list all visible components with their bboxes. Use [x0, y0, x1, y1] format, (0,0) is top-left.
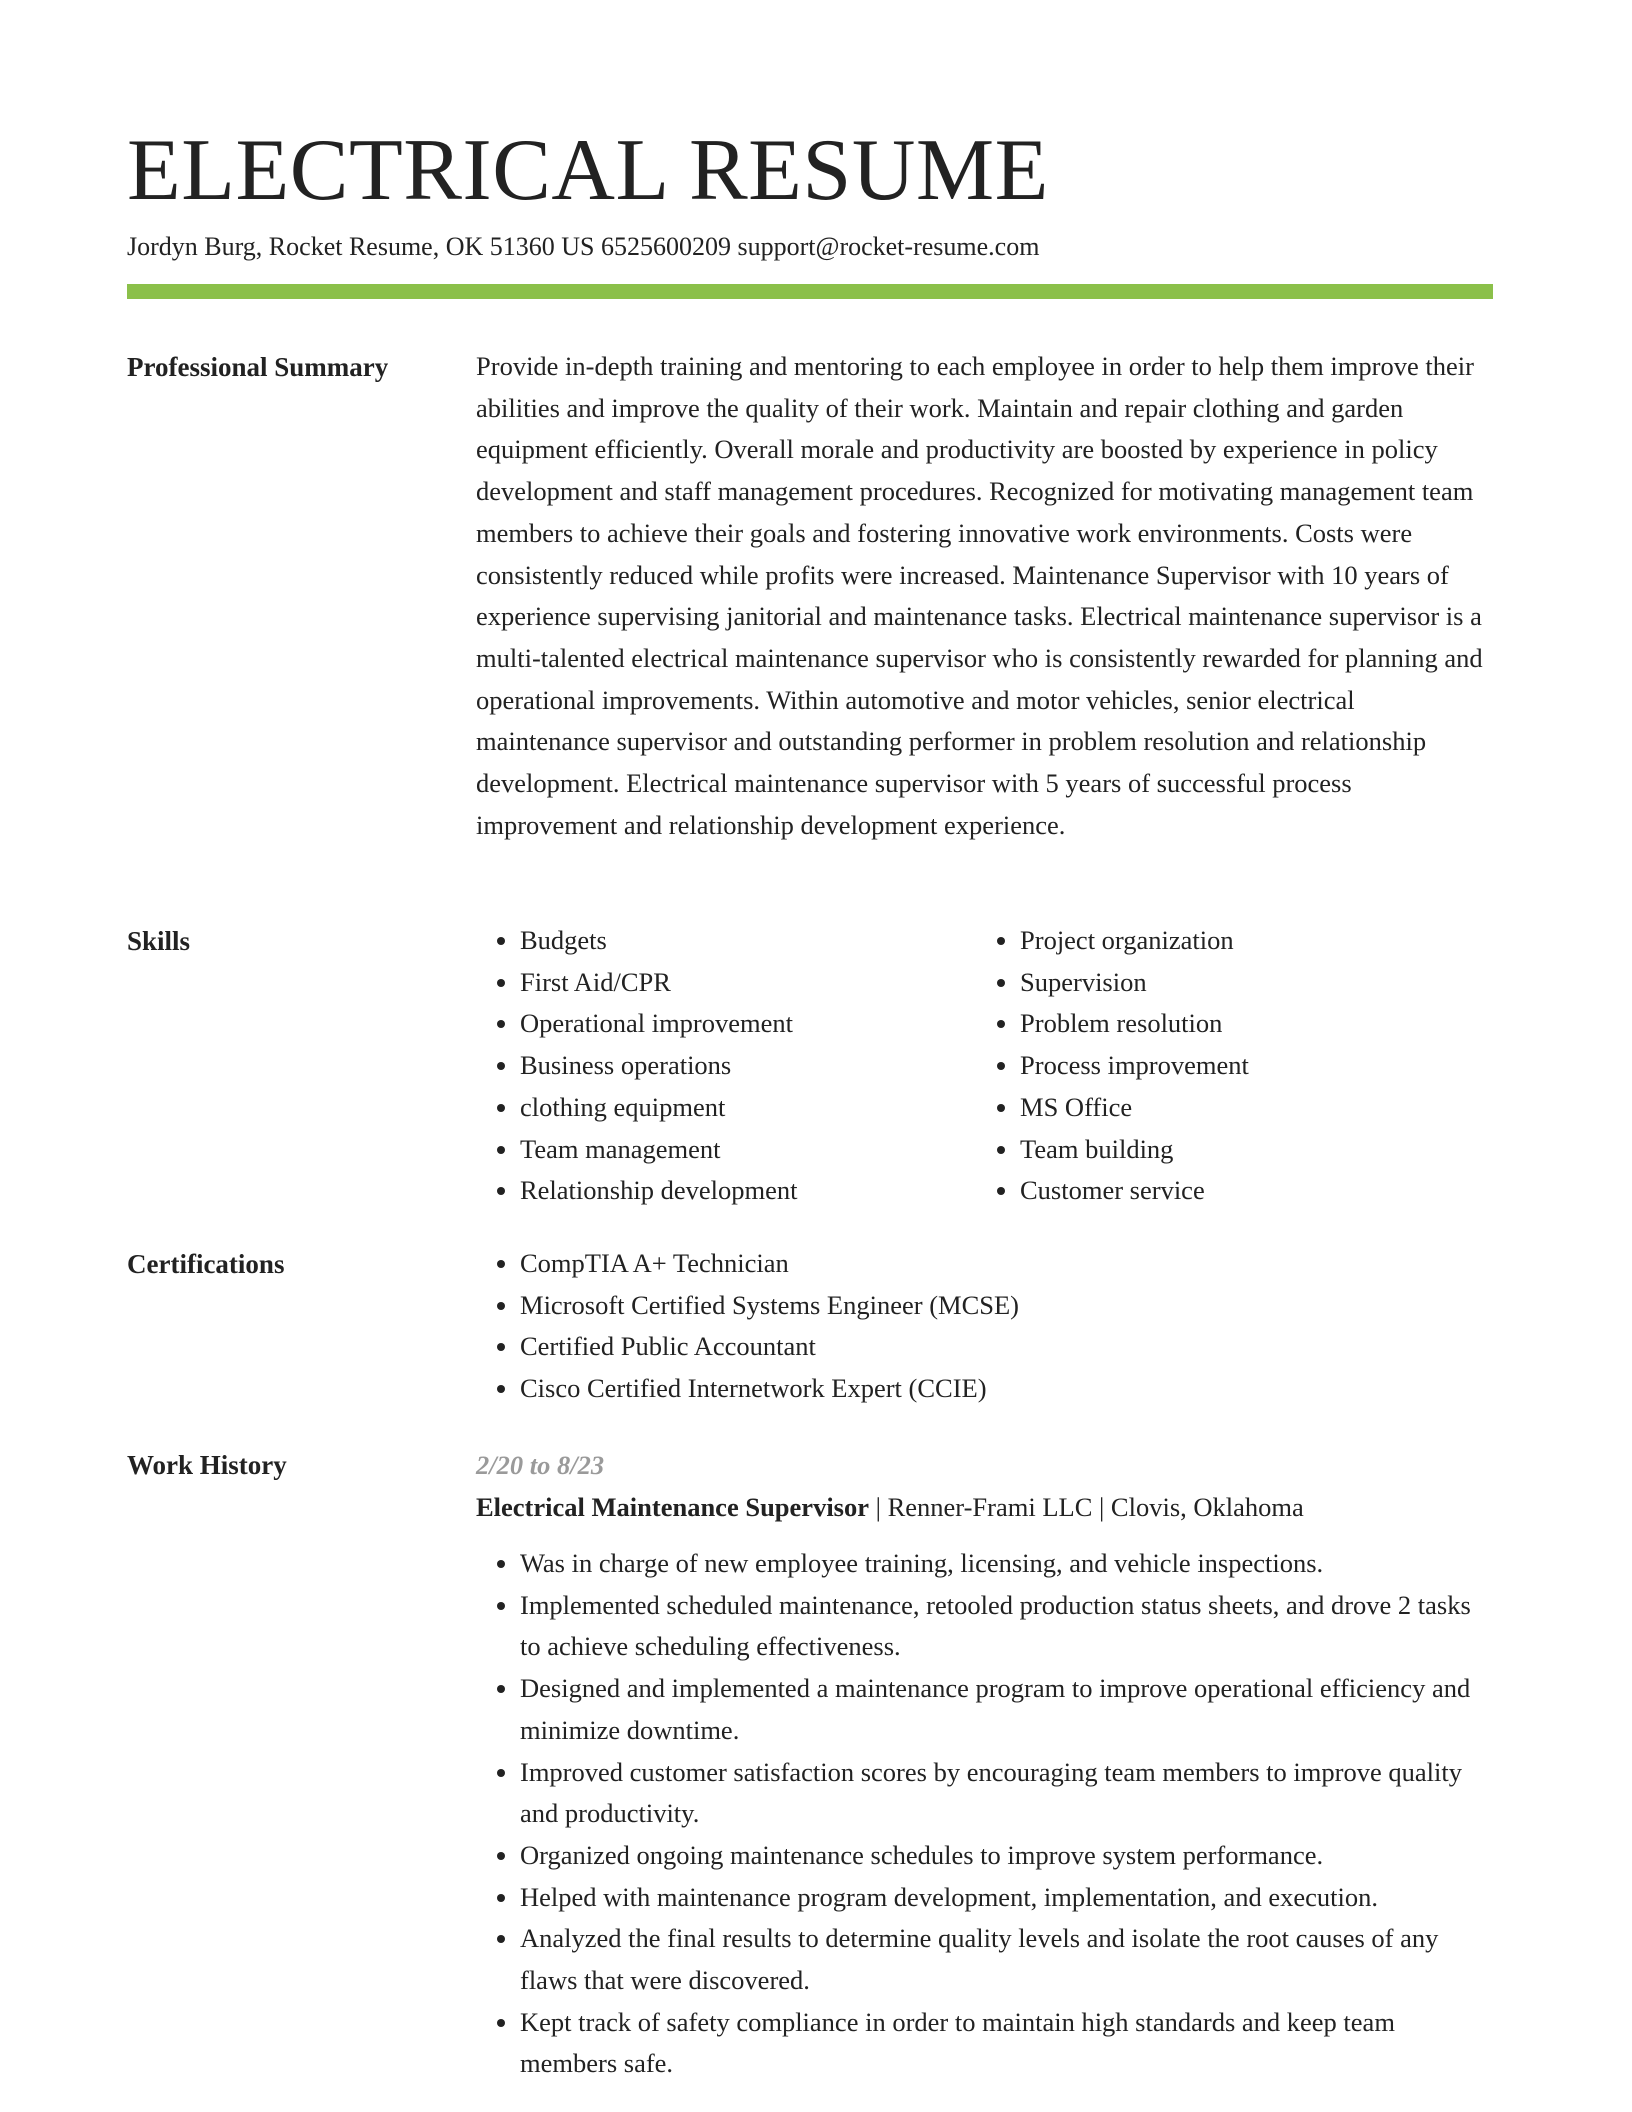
skill-item: • First Aid/CPR	[520, 962, 976, 1004]
skill-item: • Relationship development	[520, 1170, 976, 1212]
job-duty-item: • Helped with maintenance program development, implementation, and execution.	[520, 1877, 1493, 1919]
job-duty-item: • Improved customer satisfaction scores by encouraging team members to improve quality and productivity.	[520, 1752, 1493, 1835]
job-title: Electrical Maintenance Supervisor	[476, 1492, 870, 1522]
work-history-heading: Work History	[127, 1450, 287, 1480]
certifications-body	[476, 1243, 1493, 1410]
work-history-body	[476, 1444, 1493, 2085]
skill-item: • Budgets	[520, 920, 976, 962]
summary-text: Provide in-depth training and mentoring to each employee in order to help them improve their abilities and improve the quality of their work. Maintain and repair clothing and garden equipment efficiently. Overall morale and productivity are boosted by experience in policy development and staff management procedures. Recognized for motivating management team members to achieve their goals and fostering innovative work environments. Costs were consistently reduced while profits were increased. Maintenance Supervisor with 10 years of experience supervising janitorial and maintenance tasks. Electrical maintenance supervisor is a multi-talented electrical maintenance supervisor who is consistently rewarded for planning and operational improvements. Within automotive and motor vehicles, senior electrical maintenance supervisor and outstanding performer in problem resolution and relationship development. Electrical maintenance supervisor with 5 years of successful process improvement and relationship development experience.	[476, 351, 1483, 840]
certification-item: • Cisco Certified Internetwork Expert (CCIE)	[520, 1368, 1493, 1410]
job-entry	[476, 1444, 1493, 2085]
skill-item: • Team building	[1020, 1129, 1476, 1171]
skills-column-left	[476, 920, 976, 1212]
contact-line: Jordyn Burg, Rocket Resume, OK 51360 US 6525600209 support@rocket-resume.com	[127, 232, 1040, 261]
job-duty-item: • Designed and implemented a maintenance program to improve operational efficiency and minimize downtime.	[520, 1668, 1493, 1751]
job-dates: 2/20 to 8/23	[476, 1450, 605, 1480]
skills-column-right	[976, 920, 1476, 1212]
skill-item: • Business operations	[520, 1045, 976, 1087]
skill-item: • Team management	[520, 1129, 976, 1171]
certification-item: • Certified Public Accountant	[520, 1326, 1493, 1368]
skill-item: • Operational improvement	[520, 1003, 976, 1045]
skill-item: • MS Office	[1020, 1087, 1476, 1129]
certification-item: • CompTIA A+ Technician	[520, 1243, 1493, 1285]
job-duty-item: • Implemented scheduled maintenance, retooled production status sheets, and drove 2 tasks to achieve scheduling effectiveness.	[520, 1585, 1493, 1668]
job-duty-item: • Organized ongoing maintenance schedules to improve system performance.	[520, 1835, 1493, 1877]
resume-title: ELECTRICAL RESUME	[127, 122, 1049, 219]
job-employer-location: | Renner-Frami LLC | Clovis, Oklahoma	[869, 1492, 1304, 1522]
summary-body	[476, 346, 1493, 846]
skill-item: • Customer service	[1020, 1170, 1476, 1212]
summary-heading: Professional Summary	[127, 352, 389, 382]
certification-item: • Microsoft Certified Systems Engineer (MCSE)	[520, 1285, 1493, 1327]
job-duty-item: • Analyzed the final results to determine quality levels and isolate the root causes of any flaws that were discovered.	[520, 1918, 1493, 2001]
job-duties	[476, 1543, 1493, 2085]
skills-grid	[476, 920, 1493, 1212]
skills-body	[476, 920, 1493, 1212]
skill-item: • Supervision	[1020, 962, 1476, 1004]
skill-item: • Problem resolution	[1020, 1003, 1476, 1045]
skill-item: • Project organization	[1020, 920, 1476, 962]
job-heading	[476, 1486, 1493, 1528]
certifications-heading: Certifications	[127, 1249, 285, 1279]
job-duty-item: • Kept track of safety compliance in order to maintain high standards and keep team members safe.	[520, 2002, 1493, 2085]
skill-item: • clothing equipment	[520, 1087, 976, 1129]
skill-item: • Process improvement	[1020, 1045, 1476, 1087]
accent-divider	[127, 284, 1493, 299]
skills-heading: Skills	[127, 926, 191, 956]
job-duty-item: • Was in charge of new employee training, licensing, and vehicle inspections.	[520, 1543, 1493, 1585]
